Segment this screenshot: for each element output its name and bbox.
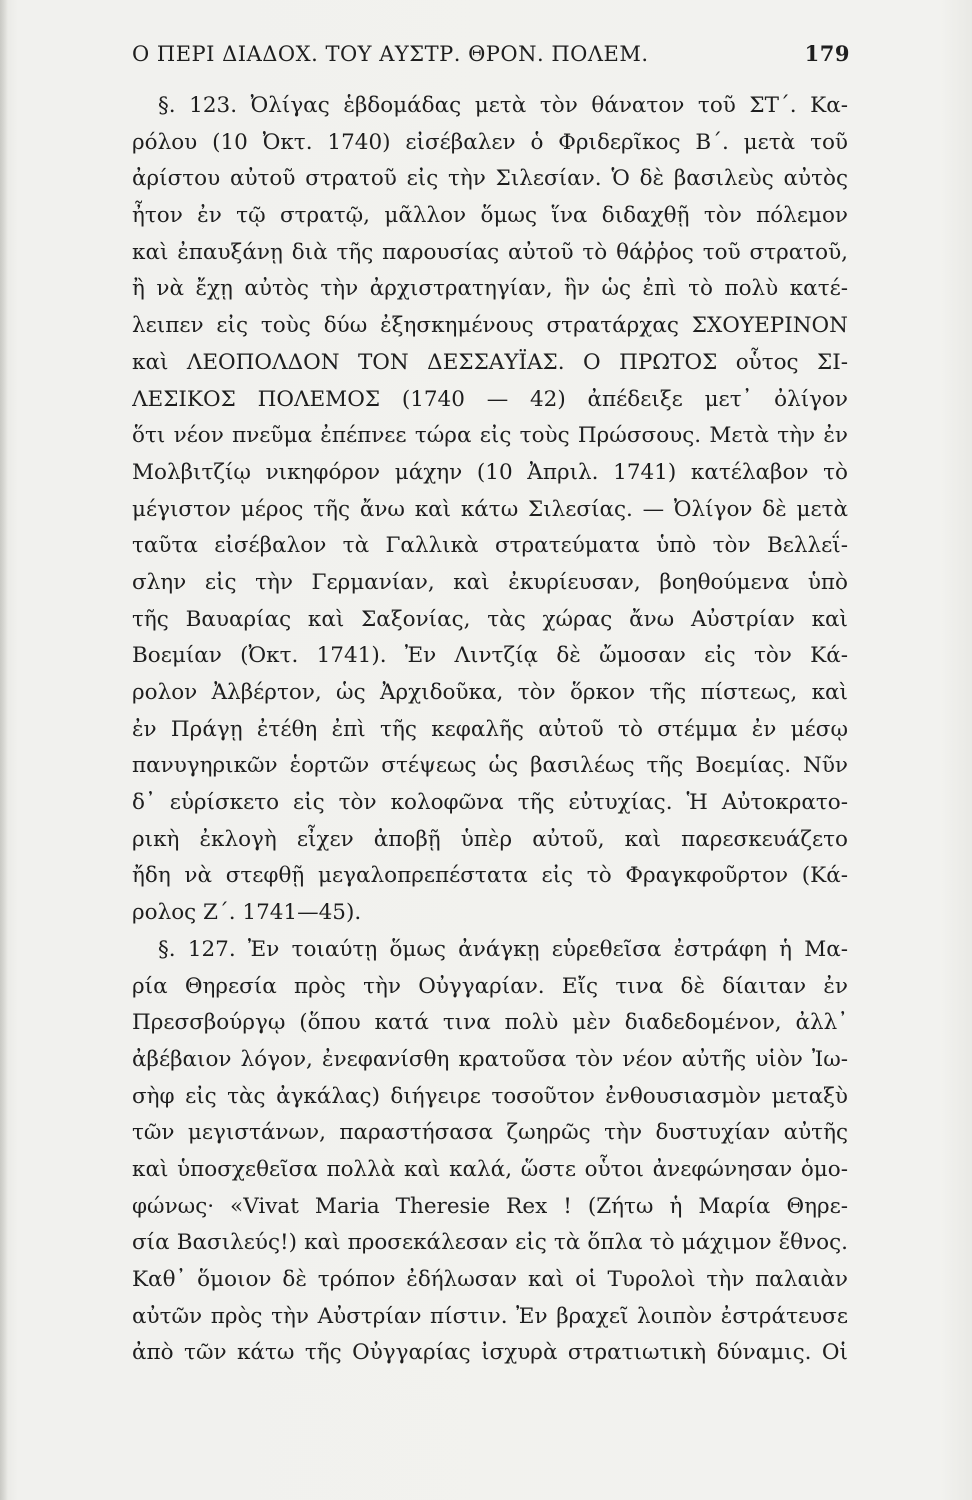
text-line: καὶ ὑποσχεθεῖσα πολλὰ καὶ καλά, ὥστε οὗτοι ἀνεφώνησαν ὁμο- (132, 1156, 848, 1182)
text-line: δ᾽ εὑρίσκετο εἰς τὸν κολοφῶνα τῆς εὐτυχίας. Ἡ Αὐτοκρατο- (132, 790, 848, 816)
text-line: σὴφ εἰς τὰς ἀγκάλας) διήγειρε τοσοῦτον ἐνθουσιασμὸν μεταξὺ (132, 1083, 848, 1109)
text-line: ρία Θηρεσία πρὸς τὴν Οὐγγαρίαν. Εἴς τινα δὲ δίαιταν ἐν (132, 973, 848, 999)
text-line: Μολβιτζίῳ νικηφόρον μάχην (10 Ἀπριλ. 1741) κατέλαβον τὸ (132, 459, 848, 485)
text-line: ἦτον ἐν τῷ στρατῷ, μᾶλλον ὅμως ἵνα διδαχθῇ τὸν πόλεμον (132, 203, 848, 229)
text-line: ΛΕΣΙΚΟΣ ΠΟΛΕΜΟΣ (1740 — 42) ἀπέδειξε μετ᾽ ὀλίγον (132, 386, 848, 412)
page-number: 179 (804, 41, 850, 66)
running-title: Ο ΠΕΡΙ ΔΙΑΔΟΧ. ΤΟΥ ΑΥΣΤΡ. ΘΡΟΝ. ΠΟΛΕΜ. (132, 42, 649, 66)
page-header (132, 34, 850, 74)
text-line: ὅτι νέον πνεῦμα ἐπέπνεε τώρα εἰς τοὺς Πρώσσους. Μετὰ τὴν ἐν (132, 423, 848, 449)
text-line: Βοεμίαν (Ὀκτ. 1741). Ἐν Λιντζίᾳ δὲ ὤμοσαν εἰς τὸν Κά- (132, 643, 848, 669)
text-line: ρολον Ἀλβέρτον, ὡς Ἀρχιδοῦκα, τὸν ὅρκον τῆς πίστεως, καὶ (132, 680, 848, 705)
text-line: τῆς Βαυαρίας καὶ Σαξονίας, τὰς χώρας ἄνω Αὐστρίαν καὶ (132, 606, 848, 632)
text-line: σία Βασιλεύς!) καὶ προσεκάλεσαν εἰς τὰ ὅπλα τὸ μάχιμον ἔθνος. (132, 1230, 848, 1256)
text-line: ἀβέβαιον λόγον, ἐνεφανίσθη κρατοῦσα τὸν νέον αὐτῆς υἱὸν Ἰω- (132, 1046, 848, 1072)
text-line: §. 127. Ἐν τοιαύτῃ ὅμως ἀνάγκῃ εὑρεθεῖσα ἐστράφη ἡ Μα- (158, 936, 848, 962)
text-line: ἢ νὰ ἔχῃ αὐτὸς τὴν ἀρχιστρατηγίαν, ἣν ὡς ἐπὶ τὸ πολὺ κατέ- (132, 276, 848, 302)
text-line: Πρεσσβούργῳ (ὅπου κατά τινα πολὺ μὲν διαδεδομένον, ἀλλ᾽ (132, 1010, 848, 1036)
body-text (132, 88, 848, 1372)
text-line: λειπεν εἰς τοὺς δύω ἐξησκημένους στρατάρχας ΣΧΟΥΕΡΙΝΟΝ (132, 313, 848, 339)
text-line: ἐν Πράγῃ ἐτέθη ἐπὶ τῆς κεφαλῆς αὐτοῦ τὸ στέμμα ἐν μέσῳ (132, 716, 848, 742)
text-line: ταῦτα εἰσέβαλον τὰ Γαλλικὰ στρατεύματα ὑπὸ τὸν Βελλεΐ- (132, 533, 848, 559)
text-line: μέγιστον μέρος τῆς ἄνω καὶ κάτω Σιλεσίας. — Ὀλίγον δὲ μετὰ (132, 496, 848, 522)
text-line: ἀπὸ τῶν κάτω τῆς Οὐγγαρίας ἰσχυρὰ στρατιωτικὴ δύναμις. Οἱ (132, 1340, 848, 1366)
text-line: πανυγηρικῶν ἑορτῶν στέψεως ὡς βασιλέως τῆς Βοεμίας. Νῦν (132, 753, 848, 779)
text-line: καὶ ΛΕΟΠΟΛΔΟΝ ΤΟΝ ΔΕΣΣΑΥΪΑΣ. Ο ΠΡΩΤΟΣ οὗτος ΣΙ- (132, 349, 848, 375)
text-line: καὶ ἐπαυξάνῃ διὰ τῆς παρουσίας αὐτοῦ τὸ θάῤῥος τοῦ στρατοῦ, (132, 239, 848, 265)
page-gutter-shadow (0, 0, 8, 1500)
text-line: σλην εἰς τὴν Γερμανίαν, καὶ ἐκυρίευσαν, βοηθούμενα ὑπὸ (132, 569, 848, 595)
text-line: ρόλου (10 Ὀκτ. 1740) εἰσέβαλεν ὁ Φριδερῖκος Β΄. μετὰ τοῦ (132, 129, 848, 155)
text-line: ἤδη νὰ στεφθῇ μεγαλοπρεπέστατα εἰς τὸ Φραγκφοῦρτον (Κά- (132, 863, 848, 889)
text-line: §. 123. Ὀλίγας ἑβδομάδας μετὰ τὸν θάνατον τοῦ ΣΤ΄. Κα- (158, 93, 848, 118)
text-line: φώνως· «Vivat Maria Theresie Rex ! (Ζήτω ἡ Μαρία Θηρε- (132, 1193, 848, 1219)
text-line: Καθ᾽ ὅμοιον δὲ τρόπον ἐδήλωσαν καὶ οἱ Τυρολοὶ τὴν παλαιὰν (132, 1267, 848, 1292)
text-line: αὐτῶν πρὸς τὴν Αὐστρίαν πίστιν. Ἐν βραχεῖ λοιπὸν ἐστράτευσε (132, 1303, 848, 1329)
text-line: ἀρίστου αὐτοῦ στρατοῦ εἰς τὴν Σιλεσίαν. Ὁ δὲ βασιλεὺς αὐτὸς (132, 166, 848, 192)
text-line: τῶν μεγιστάνων, παραστήσασα ζωηρῶς τὴν δυστυχίαν αὐτῆς (132, 1120, 848, 1146)
text-line: ρολος Ζ΄. 1741—45). (132, 900, 362, 926)
text-line: ρικὴ ἐκλογὴ εἶχεν ἀποβῇ ὑπὲρ αὐτοῦ, καὶ παρεσκευάζετο (132, 826, 848, 852)
